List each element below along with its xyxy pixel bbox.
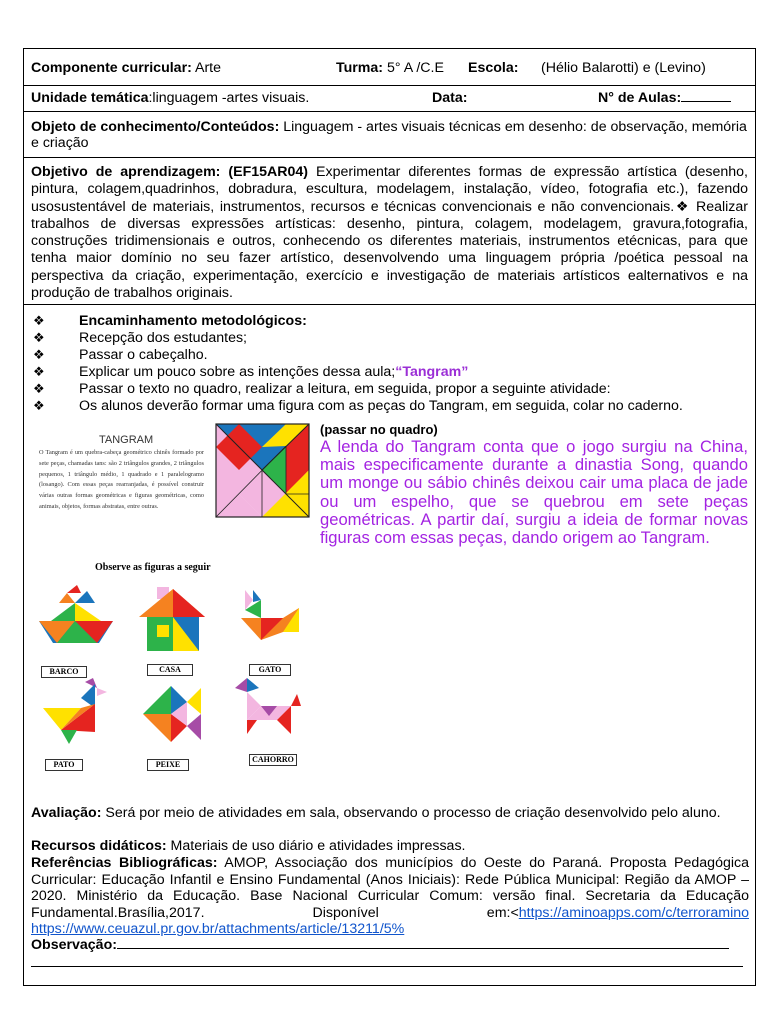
figure-label: GATO	[249, 664, 291, 676]
tangram-title: TANGRAM	[99, 434, 154, 446]
figure-label: PATO	[45, 759, 83, 771]
list-item: ❖ Passar o cabeçalho.	[33, 347, 208, 363]
cat-figure-icon	[237, 588, 303, 650]
tangram-illustration	[37, 422, 309, 797]
header-row-2	[24, 86, 755, 112]
componente-curricular: Componente curricular: Arte	[31, 60, 222, 76]
header-row-1	[24, 49, 755, 86]
duck-figure-icon	[37, 678, 115, 752]
list-item: ❖ Explicar um pouco sobre as intenções dessa aula; “Tangram”	[33, 364, 469, 380]
avaliacao: Avaliação: Será por meio de atividades em sala, observando o processo de criação desenvolvido pelo aluno.	[31, 805, 721, 821]
objeto-label: Objeto de conhecimento/Conteúdos:	[31, 119, 280, 135]
figure-label: BARCO	[41, 666, 87, 678]
referencias: Referências Bibliográficas: AMOP, Associação dos municípios do Oeste do Paraná. Proposta Pedagógica Curricular: Educação Infantil e Ensino Fundamental (Anos Iniciais): Rede Pública Municipal: Região da AMOP – 2020. Ministério da Educação. Base Nacional Curricular Comum: versão final. Secretaria da Educação Fundamental.Brasília,2017. Disponível em:<https://aminoapps.com/c/terroramino https://www.ceuazul.pr.gov.br/attachments/article/13211/5%	[31, 855, 749, 938]
data-field: Data:	[432, 90, 468, 106]
tangram-square-icon	[214, 422, 311, 550]
house-figure-icon	[137, 585, 207, 655]
figure-label: PEIXE	[147, 759, 189, 771]
passar-label: (passar no quadro)	[320, 422, 438, 437]
objetivo-aprendizagem	[24, 158, 755, 305]
escola-value: (Hélio Balarotti) e (Levino)	[541, 60, 706, 76]
escola-label: Escola:	[468, 60, 519, 76]
figure-label: CASA	[147, 664, 193, 676]
tangram-highlight: “Tangram”	[395, 364, 469, 380]
dog-figure-icon	[233, 676, 305, 740]
lesson-plan-table	[23, 48, 756, 986]
reference-link[interactable]: https://aminoapps.com/c/terroramino	[518, 904, 749, 921]
unidade-tematica: Unidade temática:linguagem -artes visuais.	[31, 90, 310, 106]
objetivo-label: Objetivo de aprendizagem: (EF15AR04)	[31, 164, 309, 180]
observe-heading: Observe as figuras a seguir	[95, 562, 211, 573]
tangram-description: O Tangram é um quebra-cabeça geométrico chinês formado por sete peças, chamadas tans: são 2 triângulos grandes, 2 triângulos pequenos, 1 triângulo médio, 1 quadrado e 1 paralelogramo (losango). Com essas peças rearranjadas, é possível construir várias outras formas geométricas e figuras geométricas, como animais, objetos, formas abstratas, entre outras.	[39, 449, 204, 510]
turma: Turma: 5° A /C.E	[336, 60, 444, 76]
objeto-conhecimento	[24, 112, 755, 158]
boat-figure-icon	[37, 585, 115, 657]
tangram-legend-text: A lenda do Tangram conta que o jogo surgiu na China, mais especificamente durante a dinastia Song, quando um monge ou sábio chinês deixou cair uma placa de jade ou um espelho, que se quebrou em sete peças geométricas. A partir daí, surgiu a ideia de formar novas figuras com essas peças, dando origem ao Tangram.	[320, 437, 748, 548]
encaminhamento-section	[24, 305, 755, 987]
bullet-title: ❖ Encaminhamento metodológicos:	[33, 313, 307, 329]
fish-figure-icon	[137, 680, 207, 750]
observacao-line	[31, 966, 743, 967]
numero-aulas: N° de Aulas:	[598, 90, 731, 106]
list-item: ❖ Os alunos deverão formar uma figura com as peças do Tangram, em seguida, colar no caderno.	[33, 398, 683, 414]
list-item: ❖ Recepção dos estudantes;	[33, 330, 247, 346]
objetivo-text: Experimentar diferentes formas de expressão artística (desenho, pintura, colagem,quadrinhos, dobradura, escultura, modelagem, instalação, vídeo, fotografia etc.), fazendo usosustentável de materiais, instrumentos, recursos e técnicas convencionais e não convencionais.❖ Realizar trabalhos de diversas expressões artísticas: desenho, pintura, colagem, modelagem, gravura,fotografia, construções tridimensionais e outros, conhecendo os diferentes materiais, instrumentos etécnicas, para que tenha maior domínio no seu fazer artístico, desenvolvendo uma linguagem própria /poética pessoal na perspectiva da criação, experimentação, exercício e investigação de materiais artísticos ealternativos e na produção de trabalhos originais.	[31, 164, 748, 302]
recursos-didaticos: Recursos didáticos: Materiais de uso diário e atividades impressas.	[31, 838, 466, 854]
objeto-text: Linguagem - artes visuais técnicas em desenho: de observação, memória e criação	[31, 119, 747, 152]
figure-label: CAHORRO	[249, 754, 297, 766]
list-item: ❖ Passar o texto no quadro, realizar a leitura, em seguida, propor a seguinte atividade:	[33, 381, 611, 397]
reference-link[interactable]: https://www.ceuazul.pr.gov.br/attachments/article/13211/5%	[31, 921, 405, 938]
observacao: Observação:	[31, 937, 749, 953]
